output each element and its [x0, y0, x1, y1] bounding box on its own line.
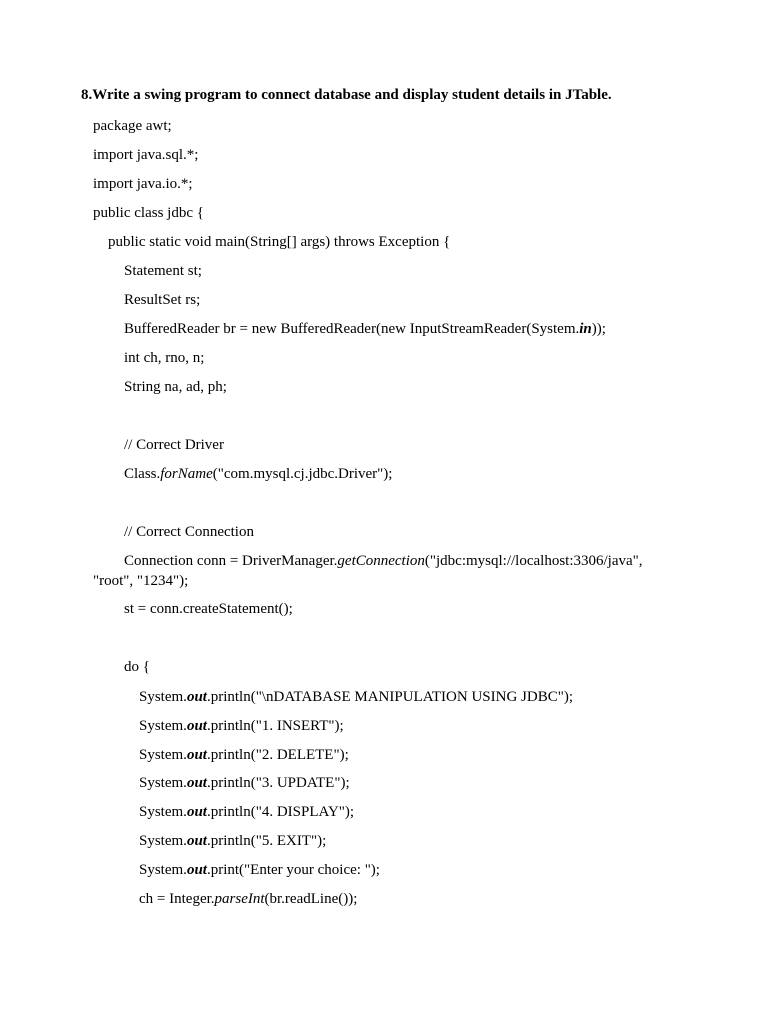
code-text: ("com.mysql.cj.jdbc.Driver"); [212, 466, 393, 482]
code-text: ch = Integer. [139, 891, 215, 907]
code-bufferedreader-line [124, 320, 606, 338]
code-text: Class. [124, 466, 161, 482]
code-connection-line [124, 552, 643, 570]
code-text: System. [139, 862, 187, 878]
code-println-line [139, 832, 326, 850]
code-text: .println("\nDATABASE MANIPULATION USING JDBC"); [206, 689, 574, 705]
code-comment-connection: // Correct Connection [124, 524, 254, 540]
code-string-declaration: String na, ad, ph; [124, 379, 227, 395]
code-int-declaration: int ch, rno, n; [124, 350, 205, 366]
code-emphasis: out [186, 747, 207, 763]
code-print-line [139, 861, 380, 879]
code-import-sql: import java.sql.*; [93, 147, 199, 163]
code-text: System. [139, 747, 187, 763]
code-emphasis: out [186, 833, 207, 849]
code-text: )); [591, 321, 606, 337]
code-text: (br.readLine()); [264, 891, 358, 907]
code-do-open: do { [124, 659, 150, 675]
code-create-statement: st = conn.createStatement(); [124, 601, 293, 617]
code-emphasis: out [186, 718, 207, 734]
code-println-line [139, 717, 344, 735]
code-text: .println("2. DELETE"); [206, 747, 349, 763]
code-statement-declaration: Statement st; [124, 263, 202, 279]
code-println-line [139, 774, 350, 792]
code-text: BufferedReader br = new BufferedReader(new InputStreamReader(System. [124, 321, 580, 337]
code-emphasis: forName [160, 466, 213, 482]
code-text: System. [139, 775, 187, 791]
code-emphasis: getConnection [337, 553, 425, 569]
code-emphasis: in [579, 321, 592, 337]
code-println-line [139, 803, 354, 821]
code-comment-driver: // Correct Driver [124, 437, 224, 453]
code-emphasis: parseInt [214, 891, 265, 907]
code-text: System. [139, 689, 187, 705]
code-class-forname-line [124, 465, 392, 483]
code-main-declaration: public static void main(String[] args) throws Exception { [108, 234, 451, 250]
code-emphasis: out [186, 775, 207, 791]
code-text: .println("1. INSERT"); [206, 718, 344, 734]
code-connection-line-continued: "root", "1234"); [93, 573, 189, 589]
code-text: .print("Enter your choice: "); [206, 862, 380, 878]
code-text: .println("5. EXIT"); [206, 833, 327, 849]
code-import-io: import java.io.*; [93, 176, 193, 192]
code-text: .println("3. UPDATE"); [206, 775, 350, 791]
code-text: ("jdbc:mysql://localhost:3306/java", [424, 553, 643, 569]
code-text: System. [139, 804, 187, 820]
code-package-line: package awt; [93, 118, 172, 134]
code-emphasis: out [186, 862, 207, 878]
code-println-line [139, 746, 349, 764]
code-emphasis: out [186, 689, 207, 705]
code-println-line [139, 688, 573, 706]
code-emphasis: out [186, 804, 207, 820]
code-resultset-declaration: ResultSet rs; [124, 292, 201, 308]
question-heading: 8.Write a swing program to connect database and display student details in JTable. [81, 87, 612, 103]
code-text: Connection conn = DriverManager. [124, 553, 338, 569]
code-class-declaration: public class jdbc { [93, 205, 204, 221]
code-text: System. [139, 718, 187, 734]
code-text: System. [139, 833, 187, 849]
code-text: .println("4. DISPLAY"); [206, 804, 355, 820]
code-parseint-line [139, 890, 357, 908]
